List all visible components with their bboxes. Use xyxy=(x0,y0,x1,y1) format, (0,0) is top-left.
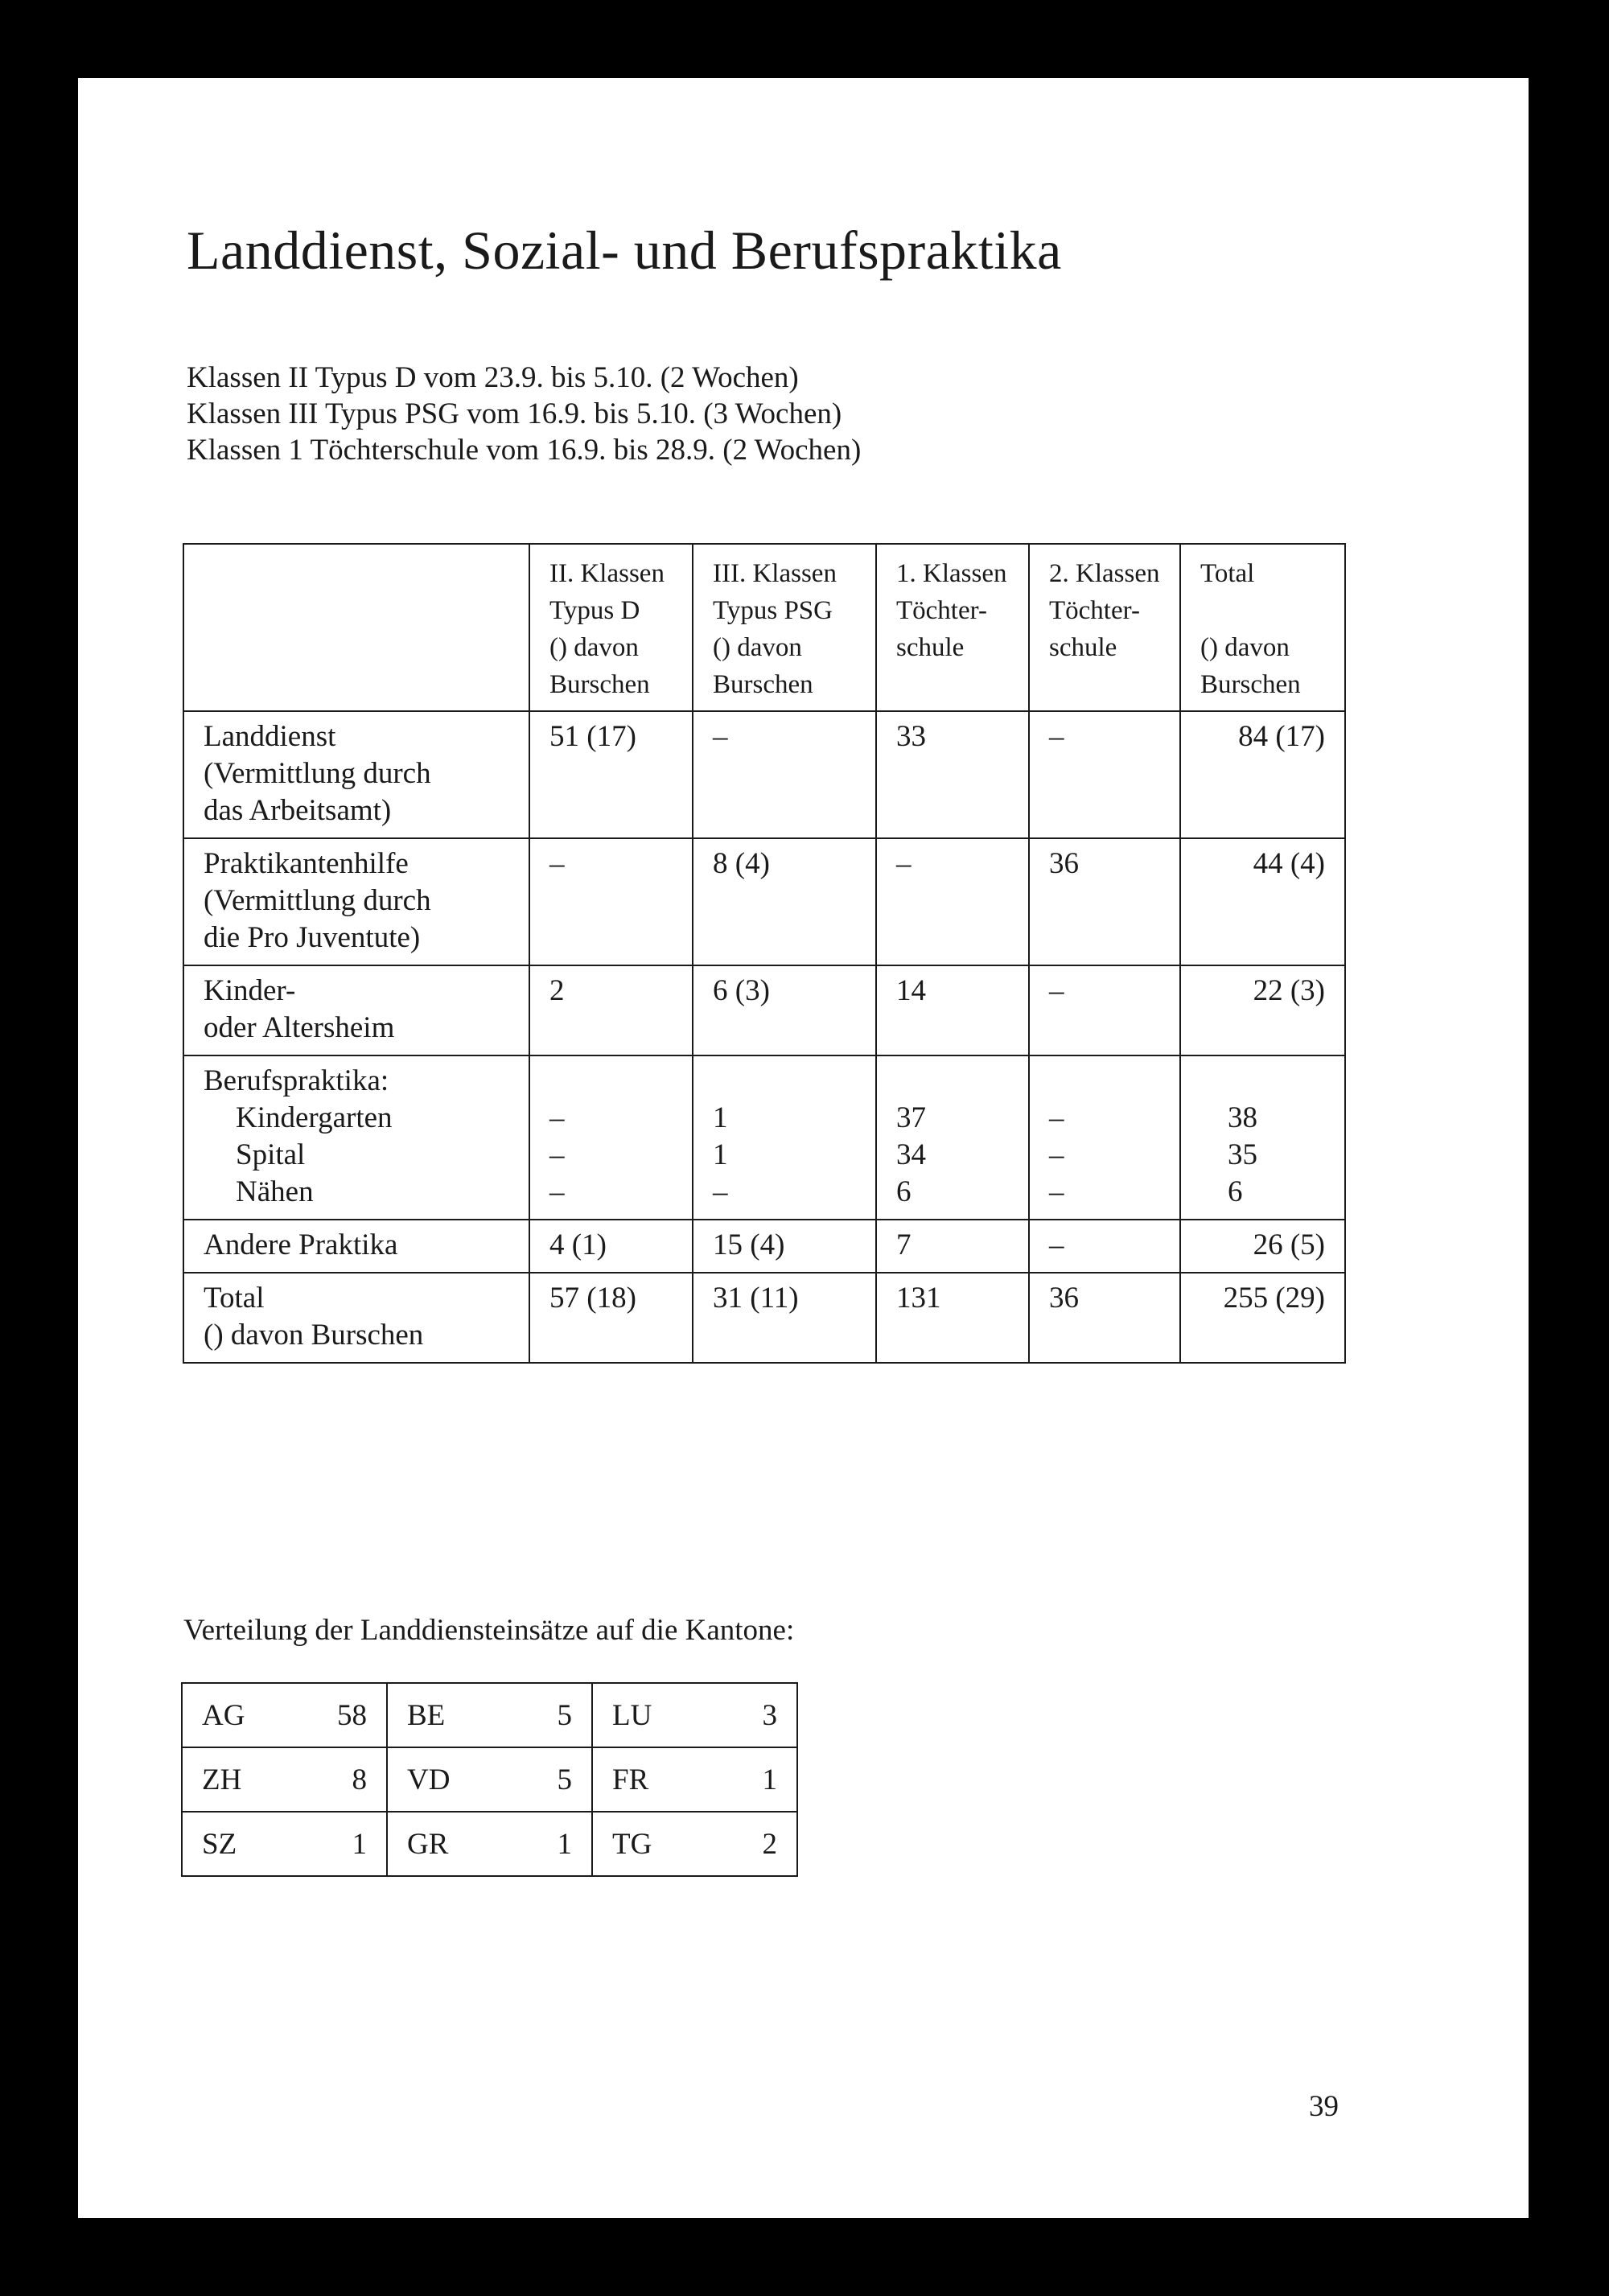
table-cell: 57 (18) xyxy=(529,1273,693,1363)
kanton-cell: VD 5 xyxy=(387,1747,592,1812)
header-1-klassen: 1. Klassen Töchter- schule xyxy=(876,544,1029,711)
table-row xyxy=(183,1055,1345,1220)
table-cell: 14 xyxy=(876,965,1029,1055)
kanton-table xyxy=(181,1682,798,1877)
intro-text xyxy=(187,360,861,468)
table-cell: 36 xyxy=(1029,838,1180,965)
praktika-table xyxy=(183,543,1346,1364)
row-label-praktikantenhilfe: Praktikantenhilfe (Vermittlung durch die Pro Juventute) xyxy=(183,838,529,965)
table-cell: 131 xyxy=(876,1273,1029,1363)
row-label-kinderheim: Kinder- oder Altersheim xyxy=(183,965,529,1055)
table-cell: 31 (11) xyxy=(693,1273,876,1363)
table-cell: – xyxy=(1029,965,1180,1055)
table-header-row xyxy=(183,544,1345,711)
row-label-andere: Andere Praktika xyxy=(183,1220,529,1273)
header-iii-klassen: III. Klassen Typus PSG () davon Burschen xyxy=(693,544,876,711)
table-row xyxy=(183,711,1345,838)
table-cell: – xyxy=(529,838,693,965)
kanton-cell: FR 1 xyxy=(592,1747,797,1812)
table-row xyxy=(182,1812,797,1876)
kanton-cell: TG 2 xyxy=(592,1812,797,1876)
header-total: Total () davon Burschen xyxy=(1180,544,1345,711)
table-cell: 6 (3) xyxy=(693,965,876,1055)
kanton-cell: BE 5 xyxy=(387,1683,592,1747)
table-cell: 4 (1) xyxy=(529,1220,693,1273)
kanton-cell: GR 1 xyxy=(387,1812,592,1876)
table-cell-total: 26 (5) xyxy=(1180,1220,1345,1273)
row-label-landdienst: Landdienst (Vermittlung durch das Arbeitsamt) xyxy=(183,711,529,838)
table-cell-total: 84 (17) xyxy=(1180,711,1345,838)
table-cell: 7 xyxy=(876,1220,1029,1273)
table-cell: – xyxy=(693,711,876,838)
table-cell: 2 xyxy=(529,965,693,1055)
table-cell: – xyxy=(876,838,1029,965)
table-cell: 51 (17) xyxy=(529,711,693,838)
page-number: 39 xyxy=(1309,2090,1339,2123)
header-2-klassen: 2. Klassen Töchter- schule xyxy=(1029,544,1180,711)
table-cell-total: 255 (29) xyxy=(1180,1273,1345,1363)
table-cell: 1 1 – xyxy=(693,1055,876,1220)
kanton-cell: LU 3 xyxy=(592,1683,797,1747)
page-title: Landdienst, Sozial- und Berufspraktika xyxy=(187,220,1062,281)
kanton-cell: AG 58 xyxy=(182,1683,387,1747)
table-row xyxy=(183,1220,1345,1273)
table-row xyxy=(182,1683,797,1747)
intro-line: Klassen 1 Töchterschule vom 16.9. bis 28.9. (2 Wochen) xyxy=(187,434,862,467)
kanton-cell: SZ 1 xyxy=(182,1812,387,1876)
row-label-total: Total () davon Burschen xyxy=(183,1273,529,1363)
table-cell-total: 38 35 6 xyxy=(1180,1055,1345,1220)
table-row-total xyxy=(183,1273,1345,1363)
intro-line: Klassen II Typus D vom 23.9. bis 5.10. (2 Wochen) xyxy=(187,361,799,394)
table-row xyxy=(183,965,1345,1055)
table-cell: – xyxy=(1029,711,1180,838)
table-cell: – – – xyxy=(529,1055,693,1220)
table-cell: 8 (4) xyxy=(693,838,876,965)
header-ii-klassen: II. Klassen Typus D () davon Burschen xyxy=(529,544,693,711)
table-cell: – – – xyxy=(1029,1055,1180,1220)
page xyxy=(78,78,1529,2218)
table-cell: – xyxy=(1029,1220,1180,1273)
table-cell: 37 34 6 xyxy=(876,1055,1029,1220)
header-empty xyxy=(183,544,529,711)
table-cell: 15 (4) xyxy=(693,1220,876,1273)
table-cell-total: 22 (3) xyxy=(1180,965,1345,1055)
table-row xyxy=(182,1747,797,1812)
kanton-heading: Verteilung der Landdiensteinsätze auf die Kantone: xyxy=(183,1614,795,1647)
table-cell-total: 44 (4) xyxy=(1180,838,1345,965)
intro-line: Klassen III Typus PSG vom 16.9. bis 5.10. (3 Wochen) xyxy=(187,397,842,430)
row-label-berufspraktika: Berufspraktika: Kindergarten Spital Nähen xyxy=(183,1055,529,1220)
table-row xyxy=(183,838,1345,965)
kanton-cell: ZH 8 xyxy=(182,1747,387,1812)
table-cell: 33 xyxy=(876,711,1029,838)
table-cell: 36 xyxy=(1029,1273,1180,1363)
